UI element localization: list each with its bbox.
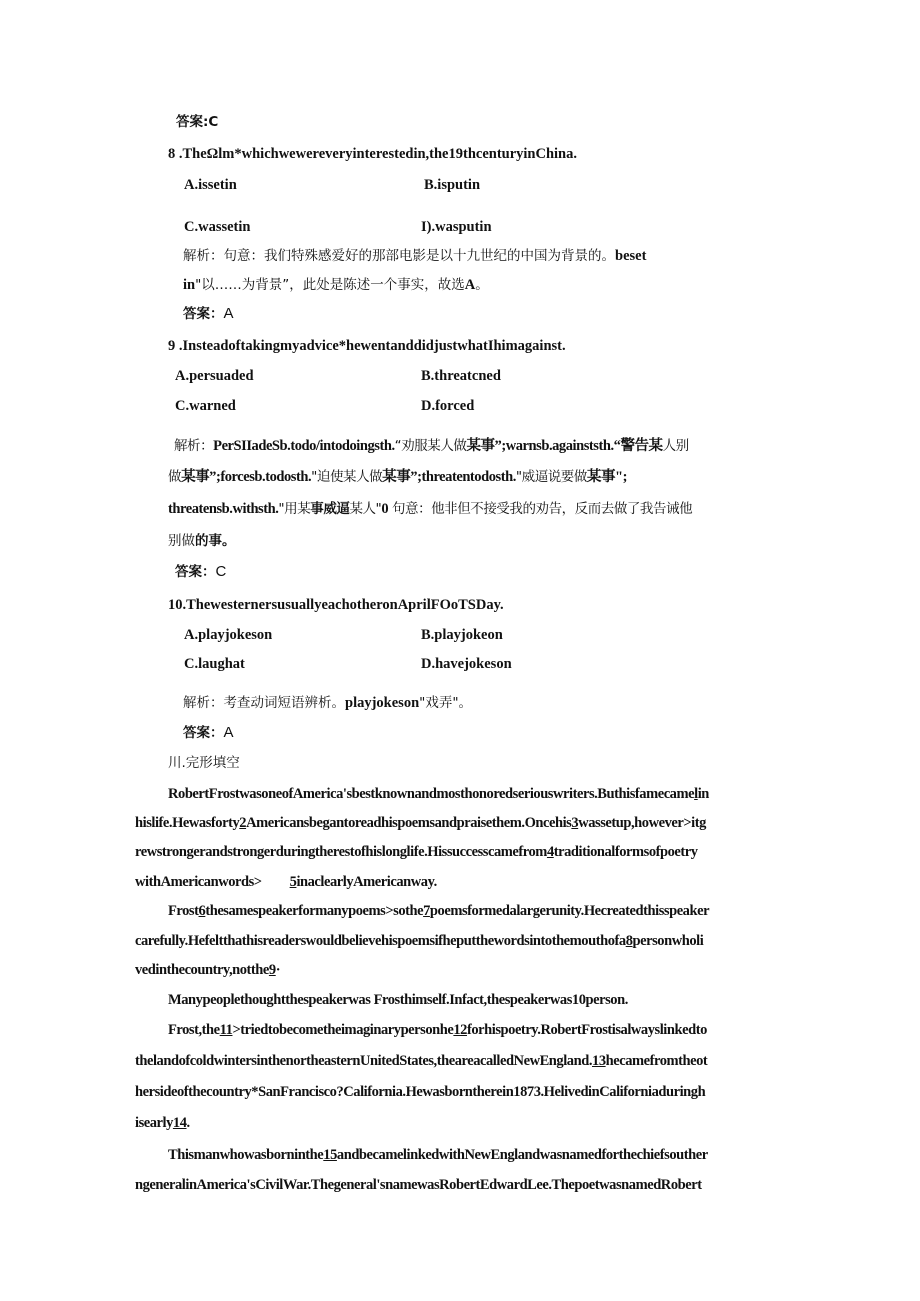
explanation-term: 某事”;forcesb.todosth. <box>181 469 312 485</box>
passage-line <box>168 902 709 920</box>
blank-9: 9 <box>268 962 276 978</box>
explanation-term: 0 <box>381 501 389 517</box>
passage-text: vedinthecountry,notthe <box>135 962 269 978</box>
answer-label: 答案： <box>175 564 216 580</box>
explanation-term: 某事”;threatentodosth. <box>382 469 516 485</box>
blank-12: 12 <box>453 1022 467 1038</box>
explanation-line <box>183 694 472 712</box>
blank-4: 4 <box>546 844 554 860</box>
blank-5: 5 <box>289 874 297 890</box>
answer-label: 答案： <box>183 306 224 322</box>
passage-line <box>168 1146 708 1164</box>
explanation-text: 的事。 <box>195 533 236 549</box>
explanation-text: "戏弄"。 <box>419 695 473 711</box>
passage-line <box>168 785 709 803</box>
passage-text: Frost <box>168 903 199 919</box>
passage-text: traditionalformsofpoetry <box>553 844 698 860</box>
blank-8: 8 <box>625 933 633 949</box>
explanation-text: 事威逼 <box>310 501 350 517</box>
explanation-text: 别做 <box>168 533 195 549</box>
passage-line <box>135 843 698 861</box>
passage-text: andbecamelinkedwithNewEnglandwasnamedforthechiefsouther <box>336 1147 708 1163</box>
explanation-line <box>168 532 236 550</box>
passage-line <box>168 1021 707 1039</box>
answer-line <box>183 305 234 323</box>
explanation-text: "以……为背景”，此处是陈述一个事实，故选 <box>195 277 465 293</box>
passage-text: >triedtobecometheimaginarypersonhe <box>232 1022 454 1038</box>
option-b: B.isputin <box>424 177 481 193</box>
explanation-text: 句意：我们特殊感爱好的那部电影是以十九世纪的中国为背景的。 <box>223 248 615 264</box>
passage-line: Manypeoplethoughtthespeakerwas Frosthimself.Infact,thespeakerwas10person. <box>168 992 628 1008</box>
blank-3: 3 <box>571 815 579 831</box>
explanation-text: 做 <box>168 469 182 485</box>
option-d: D.forced <box>421 398 475 414</box>
answer-line <box>175 563 226 581</box>
passage-line <box>135 873 437 891</box>
explanation-line <box>168 468 627 486</box>
section-title-text: 川.完形填空 <box>168 755 240 771</box>
passage-text: RobertFrostwasoneofAmerica'sbestknownandmosthonoredseriouswriters.Buthisfamecame <box>168 786 695 802</box>
explanation-label: 解析： <box>183 695 224 711</box>
explanation-label: 解析： <box>174 438 214 454</box>
passage-line <box>135 814 706 832</box>
passage-text: hecamefromtheot <box>605 1053 708 1069</box>
explanation-text: 人别 <box>662 438 689 454</box>
option-c: C.warned <box>175 398 236 414</box>
answer-value: A <box>223 305 234 322</box>
option-b: B.threatcned <box>421 368 501 384</box>
option-a: A.issetin <box>184 177 237 193</box>
explanation-text: 。 <box>475 277 489 293</box>
explanation-text: 考查动词短语辨析。 <box>223 695 345 711</box>
passage-line <box>135 961 280 979</box>
blank-1: l <box>694 786 698 802</box>
passage-text: poemsformedalargerunity.Hecreatedthisspeaker <box>429 903 710 919</box>
blank-15: 15 <box>323 1147 337 1163</box>
previous-answer <box>176 113 218 131</box>
passage-text: rewstrongerandstrongerduringtherestofhislonglife.Hissuccesscamefrom <box>135 844 547 860</box>
explanation-term: beset <box>615 248 647 264</box>
section-title <box>168 754 240 772</box>
explanation-text: "迫使某人做 <box>311 469 383 485</box>
explanation-term: 某事”;warnsb.againststh.“警告某 <box>466 438 663 454</box>
passage-text: thesamespeakerformanypoems>sothe <box>205 903 424 919</box>
explanation-line <box>183 247 646 265</box>
explanation-text: “劝服某人做 <box>394 438 467 454</box>
blank-14: 14 <box>172 1115 187 1131</box>
passage-text: Frost,the <box>168 1022 220 1038</box>
option-a: A.playjokeson <box>184 627 273 643</box>
answer-text: 答案:C <box>176 114 219 130</box>
answer-line <box>183 724 234 742</box>
passage-text: in <box>697 786 709 802</box>
blank-2: 2 <box>239 815 247 831</box>
passage-text: isearly <box>135 1115 173 1131</box>
passage-text: hislife.Hewasforty <box>135 815 240 831</box>
passage-text: withAmericanwords> <box>135 874 262 890</box>
passage-line: ngeneralinAmerica'sCivilWar.Thegeneral'snamewasRobertEdwardLee.ThepoetwasnamedRobert <box>135 1177 702 1193</box>
option-c: C.laughat <box>184 656 245 672</box>
explanation-term: threatensb.withsth. <box>168 501 279 517</box>
blank-6: 6 <box>198 903 206 919</box>
passage-line <box>135 1114 190 1132</box>
answer-label: 答案： <box>183 725 224 741</box>
option-d: I).wasputin <box>421 219 492 235</box>
explanation-line <box>174 437 689 455</box>
passage-text: forhispoetry.RobertFrostisalwayslinkedto <box>466 1022 707 1038</box>
passage-line: hersideofthecountry*SanFrancisco?California.Hewasborntherein1873.HelivedinCaliforniaduringh <box>135 1084 706 1100</box>
blank-13: 13 <box>592 1053 606 1069</box>
passage-text: Americansbegantoreadhispoemsandpraisethem.Oncehis <box>246 815 572 831</box>
passage-text: . <box>186 1115 190 1131</box>
passage-text: thelandofcoldwintersinthenortheasternUnitedStates,theareacalledNewEngland. <box>135 1053 593 1069</box>
passage-text: personwholi <box>632 933 704 949</box>
passage-text: Thismanwhowasborninthe <box>168 1147 324 1163</box>
explanation-text: 某人" <box>349 501 382 517</box>
explanation-term: 某事"; <box>586 469 627 485</box>
question-10-stem: 10.ThewesternersusuallyeachotheronAprilFOoTSDay. <box>168 597 504 613</box>
passage-line <box>135 1052 707 1070</box>
option-a: A.persuaded <box>175 368 254 384</box>
explanation-term: playjokeson <box>345 695 420 711</box>
explanation-term: PerSIIadeSb.todo/intodoingsth. <box>213 438 395 454</box>
passage-text: carefully.Hefeltthathisreaderswouldbelievehispoemsifheputthewordsintothemouthofa <box>135 933 626 949</box>
passage-line <box>135 932 703 950</box>
blank-7: 7 <box>423 903 430 919</box>
explanation-text: "威逼说要做 <box>515 469 587 485</box>
explanation-text: 句意：他非但不接受我的劝告，反而去做了我告诫他 <box>388 501 693 517</box>
explanation-choice: A <box>464 277 476 293</box>
option-b: B.playjokeon <box>421 627 503 643</box>
answer-value: C <box>215 563 227 580</box>
option-c: C.wassetin <box>184 219 251 235</box>
option-d: D.havejokeson <box>421 656 512 672</box>
passage-text: · <box>275 962 281 978</box>
answer-value: A <box>223 724 234 741</box>
question-8-stem: 8 .TheΩlm*whichwewereveryinterestedin,the19thcenturyinChina. <box>168 146 577 162</box>
passage-text: wassetup,however>itg <box>578 815 706 831</box>
passage-text: inaclearlyAmericanway. <box>296 874 437 890</box>
explanation-line <box>168 500 692 518</box>
explanation-term: in <box>183 277 196 293</box>
question-9-stem: 9 .Insteadoftakingmyadvice*hewentanddidjustwhatIhimagainst. <box>168 338 566 354</box>
blank-11: 11 <box>219 1022 233 1038</box>
explanation-line <box>183 276 489 294</box>
explanation-text: "用某 <box>278 501 311 517</box>
explanation-label: 解析： <box>183 248 224 264</box>
